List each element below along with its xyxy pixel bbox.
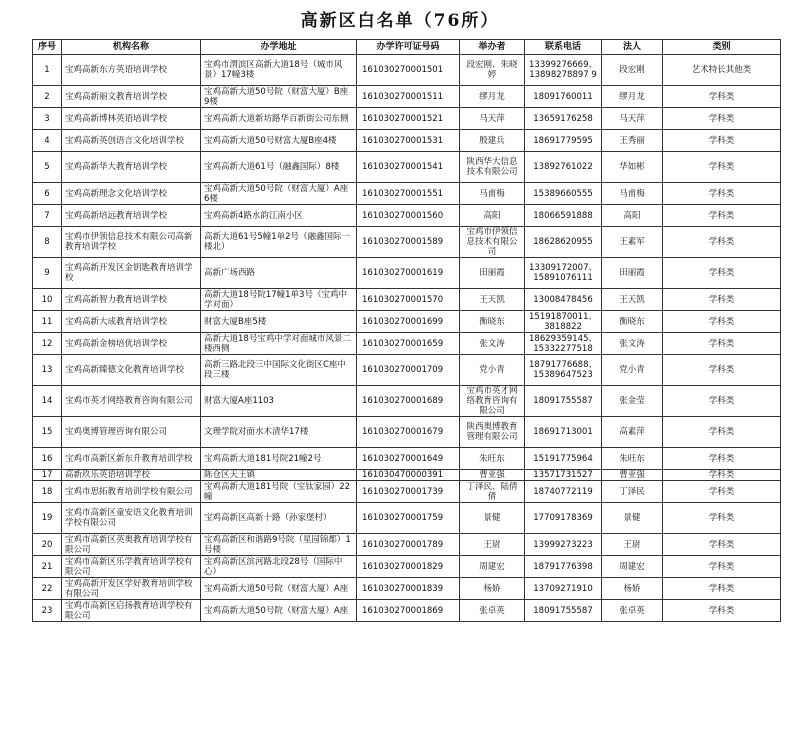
cell-phone: 15191775964: [525, 448, 602, 470]
table-row: [33, 289, 781, 311]
cell-legal: 张金莹: [602, 386, 663, 417]
cell-holder: 段宏刚、朱晓婷: [460, 55, 525, 86]
table-row: [33, 386, 781, 417]
cell-category: 学科类: [663, 227, 781, 258]
cell-no: 3: [33, 108, 62, 130]
cell-name: 宝鸡市高新区新东升教育培训学校: [62, 448, 201, 470]
cell-address: 宝鸡市渭滨区高新大道18号（城市风景）17幢3楼: [201, 55, 357, 86]
cell-no: 16: [33, 448, 62, 470]
cell-legal: 杨娇: [602, 578, 663, 600]
cell-address: 高新大道18号院17幢1单3号（宝鸡中学对面）: [201, 289, 357, 311]
cell-name: 宝鸡高新金榜培优培训学校: [62, 333, 201, 355]
cell-license: 161030270001659: [357, 333, 460, 355]
cell-no: 8: [33, 227, 62, 258]
cell-no: 9: [33, 258, 62, 289]
cell-legal: 周建宏: [602, 556, 663, 578]
cell-license: 161030270001829: [357, 556, 460, 578]
cell-category: 学科类: [663, 470, 781, 481]
cell-address: 高新大道61号5幢1单2号（融鑫国际一楼北）: [201, 227, 357, 258]
table-body: [33, 55, 781, 622]
cell-legal: 华如彬: [602, 152, 663, 183]
cell-holder: 宝鸡市伊领信息技术有限公司: [460, 227, 525, 258]
cell-address: 宝鸡高新大道61号（融鑫国际）8楼: [201, 152, 357, 183]
table-row: [33, 481, 781, 503]
cell-phone: 13399276669、13898278897 9: [525, 55, 602, 86]
cell-no: 6: [33, 183, 62, 205]
cell-no: 4: [33, 130, 62, 152]
table-row: [33, 333, 781, 355]
cell-license: 161030270001869: [357, 600, 460, 622]
cell-address: 财富大厦A座1103: [201, 386, 357, 417]
cell-address: 文理学院对面水木清华17楼: [201, 417, 357, 448]
cell-license: 161030270001699: [357, 311, 460, 333]
header-cell-name: 机构名称: [62, 40, 201, 55]
cell-category: 学科类: [663, 578, 781, 600]
table-row: [33, 108, 781, 130]
cell-license: 161030470000391: [357, 470, 460, 481]
cell-category: 学科类: [663, 417, 781, 448]
cell-name: 宝鸡市高新区乐学教育培训学校有限公司: [62, 556, 201, 578]
cell-name: 宝鸡高新东方英语培训学校: [62, 55, 201, 86]
cell-category: 学科类: [663, 481, 781, 503]
table-row: [33, 448, 781, 470]
cell-no: 7: [33, 205, 62, 227]
cell-no: 20: [33, 534, 62, 556]
cell-phone: 17709178369: [525, 503, 602, 534]
table-row: [33, 86, 781, 108]
cell-legal: 王尉: [602, 534, 663, 556]
cell-holder: 宝鸡市英才网络教育咨询有限公司: [460, 386, 525, 417]
cell-address: 宝鸡高新大道181号院（宝钛家园）22幢: [201, 481, 357, 503]
cell-no: 11: [33, 311, 62, 333]
cell-no: 5: [33, 152, 62, 183]
header-cell-legal: 法人: [602, 40, 663, 55]
cell-category: 学科类: [663, 183, 781, 205]
table-row: [33, 205, 781, 227]
cell-name: 宝鸡市思拓教育培训学校有限公司: [62, 481, 201, 503]
cell-holder: 陕西华大信息技术有限公司: [460, 152, 525, 183]
cell-address: 陈仓区天王镇: [201, 470, 357, 481]
cell-license: 161030270001551: [357, 183, 460, 205]
cell-legal: 丁泽民: [602, 481, 663, 503]
document-title: 高新区白名单（76所）: [300, 11, 500, 31]
cell-name: 宝鸡高新英创语言文化培训学校: [62, 130, 201, 152]
cell-address: 宝鸡高新大道181号院21幢2号: [201, 448, 357, 470]
cell-license: 161030270001531: [357, 130, 460, 152]
table-row: [33, 258, 781, 289]
cell-address: 宝鸡高新4路水韵江南小区: [201, 205, 357, 227]
cell-holder: 张文涛: [460, 333, 525, 355]
cell-legal: 衡晓东: [602, 311, 663, 333]
cell-no: 10: [33, 289, 62, 311]
cell-no: 21: [33, 556, 62, 578]
cell-no: 13: [33, 355, 62, 386]
cell-address: 高新三路北段三中国际文化街区C座中段三楼: [201, 355, 357, 386]
cell-license: 161030270001739: [357, 481, 460, 503]
cell-license: 161030270001679: [357, 417, 460, 448]
cell-license: 161030270001511: [357, 86, 460, 108]
cell-phone: 13709271910: [525, 578, 602, 600]
header-cell-phone: 联系电话: [525, 40, 602, 55]
cell-phone: 18091760011: [525, 86, 602, 108]
cell-address: 宝鸡高新区和谐路9号院（星园锦都）1号楼: [201, 534, 357, 556]
cell-legal: 高素萍: [602, 417, 663, 448]
cell-address: 高新广场西路: [201, 258, 357, 289]
cell-address: 高新大道18号宝鸡中学对面城市风景二楼西侧: [201, 333, 357, 355]
cell-name: 宝鸡市高新区童安语文化教育培训学校有限公司: [62, 503, 201, 534]
cell-no: 23: [33, 600, 62, 622]
cell-license: 161030270001839: [357, 578, 460, 600]
cell-legal: 张文涛: [602, 333, 663, 355]
cell-name: 宝鸡高新臻德文化教育培训学校: [62, 355, 201, 386]
cell-license: 161030270001619: [357, 258, 460, 289]
cell-name: 宝鸡高新开发区金钥匙教育培训学校: [62, 258, 201, 289]
cell-category: 学科类: [663, 556, 781, 578]
cell-name: 宝鸡奥博管理咨询有限公司: [62, 417, 201, 448]
cell-no: 12: [33, 333, 62, 355]
cell-no: 15: [33, 417, 62, 448]
cell-legal: 王素军: [602, 227, 663, 258]
cell-legal: 段宏刚: [602, 55, 663, 86]
cell-no: 2: [33, 86, 62, 108]
header-cell-category: 类别: [663, 40, 781, 55]
cell-category: 学科类: [663, 86, 781, 108]
cell-holder: 王天凯: [460, 289, 525, 311]
cell-license: 161030270001589: [357, 227, 460, 258]
cell-no: 19: [33, 503, 62, 534]
cell-holder: 田丽霞: [460, 258, 525, 289]
cell-legal: 王天凯: [602, 289, 663, 311]
cell-phone: 13571731527: [525, 470, 602, 481]
cell-phone: 13008478456: [525, 289, 602, 311]
cell-address: 财富大厦B座5楼: [201, 311, 357, 333]
cell-license: 161030270001789: [357, 534, 460, 556]
table-row: [33, 130, 781, 152]
cell-holder: 张卓英: [460, 600, 525, 622]
cell-name: 宝鸡高新智力教育培训学校: [62, 289, 201, 311]
cell-phone: 13892761022: [525, 152, 602, 183]
cell-name: 高新玖乐英语培训学校: [62, 470, 201, 481]
cell-address: 宝鸡高新区滨河路北段28号（国际中心）: [201, 556, 357, 578]
header-cell-address: 办学地址: [201, 40, 357, 55]
cell-holder: 王尉: [460, 534, 525, 556]
cell-phone: 18629359145、15332277518: [525, 333, 602, 355]
cell-no: 17: [33, 470, 62, 481]
cell-legal: 景健: [602, 503, 663, 534]
cell-holder: 殷建兵: [460, 130, 525, 152]
cell-no: 22: [33, 578, 62, 600]
cell-phone: 13659176258: [525, 108, 602, 130]
cell-holder: 缪月龙: [460, 86, 525, 108]
table-row: [33, 417, 781, 448]
cell-name: 宝鸡高新大成教育培训学校: [62, 311, 201, 333]
table-row: [33, 55, 781, 86]
cell-category: 学科类: [663, 534, 781, 556]
cell-phone: 18691713001: [525, 417, 602, 448]
cell-phone: 15191870011、3818822: [525, 311, 602, 333]
cell-category: 学科类: [663, 448, 781, 470]
table-row: [33, 600, 781, 622]
table-row: [33, 470, 781, 481]
cell-license: 161030270001541: [357, 152, 460, 183]
cell-holder: 衡晓东: [460, 311, 525, 333]
cell-holder: 党小青: [460, 355, 525, 386]
cell-legal: 马天萍: [602, 108, 663, 130]
cell-legal: 张卓英: [602, 600, 663, 622]
header-cell-no: 序号: [33, 40, 62, 55]
cell-name: 宝鸡高新理念文化培训学校: [62, 183, 201, 205]
cell-phone: 15389660555: [525, 183, 602, 205]
cell-legal: 王秀丽: [602, 130, 663, 152]
cell-holder: 杨娇: [460, 578, 525, 600]
cell-category: 学科类: [663, 258, 781, 289]
cell-holder: 高阳: [460, 205, 525, 227]
cell-address: 宝鸡高新大道50号院（财富大厦）A座: [201, 578, 357, 600]
cell-phone: 18691779595: [525, 130, 602, 152]
table-row: [33, 534, 781, 556]
cell-name: 宝鸡市英才网络教育咨询有限公司: [62, 386, 201, 417]
cell-name: 宝鸡市高新区英奥教育培训学校有限公司: [62, 534, 201, 556]
cell-phone: 18091755587: [525, 600, 602, 622]
table-row: [33, 183, 781, 205]
cell-no: 18: [33, 481, 62, 503]
table-row: [33, 311, 781, 333]
cell-legal: 高阳: [602, 205, 663, 227]
cell-phone: 18066591888: [525, 205, 602, 227]
cell-phone: 13999273223: [525, 534, 602, 556]
cell-name: 宝鸡高新博林英语培训学校: [62, 108, 201, 130]
cell-phone: 18791776688、15389647523: [525, 355, 602, 386]
cell-license: 161030270001560: [357, 205, 460, 227]
cell-holder: 周建宏: [460, 556, 525, 578]
table-row: [33, 355, 781, 386]
table-row: [33, 556, 781, 578]
cell-license: 161030270001649: [357, 448, 460, 470]
cell-category: 学科类: [663, 130, 781, 152]
cell-license: 161030270001709: [357, 355, 460, 386]
cell-no: 1: [33, 55, 62, 86]
cell-phone: 18091755587: [525, 386, 602, 417]
cell-category: 学科类: [663, 108, 781, 130]
table-header-row: [33, 40, 781, 55]
cell-holder: 朱旺东: [460, 448, 525, 470]
table-row: [33, 503, 781, 534]
cell-name: 宝鸡高新丽文教育培训学校: [62, 86, 201, 108]
header-cell-holder: 举办者: [460, 40, 525, 55]
cell-no: 14: [33, 386, 62, 417]
cell-phone: 18791776398: [525, 556, 602, 578]
cell-address: 宝鸡高新区高新十路（孙家堡村）: [201, 503, 357, 534]
cell-holder: 曹亚强: [460, 470, 525, 481]
cell-address: 宝鸡高新大道新坊路华百新街公司东侧: [201, 108, 357, 130]
cell-name: 宝鸡高新培远教育培训学校: [62, 205, 201, 227]
cell-address: 宝鸡高新大道50号院（财富大厦）A座6楼: [201, 183, 357, 205]
cell-legal: 曹亚强: [602, 470, 663, 481]
cell-category: 学科类: [663, 311, 781, 333]
cell-name: 宝鸡市高新区启扬教育培训学校有限公司: [62, 600, 201, 622]
cell-holder: 陕西奥博教育管理有限公司: [460, 417, 525, 448]
cell-holder: 景健: [460, 503, 525, 534]
cell-category: 学科类: [663, 355, 781, 386]
cell-legal: 朱旺东: [602, 448, 663, 470]
cell-license: 161030270001570: [357, 289, 460, 311]
cell-category: 艺术特长其他类: [663, 55, 781, 86]
cell-name: 宝鸡高新华大教育培训学校: [62, 152, 201, 183]
cell-holder: 马天萍: [460, 108, 525, 130]
header-cell-license: 办学许可证号码: [357, 40, 460, 55]
cell-category: 学科类: [663, 333, 781, 355]
cell-address: 宝鸡高新大道50号财富大厦B座4楼: [201, 130, 357, 152]
cell-legal: 缪月龙: [602, 86, 663, 108]
cell-category: 学科类: [663, 600, 781, 622]
cell-license: 161030270001759: [357, 503, 460, 534]
cell-category: 学科类: [663, 152, 781, 183]
cell-legal: 党小青: [602, 355, 663, 386]
cell-holder: 马甫梅: [460, 183, 525, 205]
cell-legal: 马甫梅: [602, 183, 663, 205]
cell-category: 学科类: [663, 205, 781, 227]
cell-license: 161030270001501: [357, 55, 460, 86]
cell-license: 161030270001521: [357, 108, 460, 130]
cell-name: 宝鸡高新开发区学好教育培训学校有限公司: [62, 578, 201, 600]
cell-license: 161030270001689: [357, 386, 460, 417]
cell-name: 宝鸡市伊领信息技术有限公司高新教育培训学校: [62, 227, 201, 258]
cell-category: 学科类: [663, 503, 781, 534]
table-row: [33, 227, 781, 258]
table-row: [33, 152, 781, 183]
cell-category: 学科类: [663, 289, 781, 311]
cell-address: 宝鸡高新大道50号院（财富大厦）A座: [201, 600, 357, 622]
cell-phone: 13309172007、15891076111: [525, 258, 602, 289]
cell-legal: 田丽霞: [602, 258, 663, 289]
cell-category: 学科类: [663, 386, 781, 417]
table-row: [33, 578, 781, 600]
cell-address: 宝鸡高新大道50号院（财富大厦）B座9楼: [201, 86, 357, 108]
cell-holder: 丁泽民、陆倩倩: [460, 481, 525, 503]
cell-phone: 18740772119: [525, 481, 602, 503]
cell-phone: 18628620955: [525, 227, 602, 258]
whitelist-table: [32, 39, 781, 622]
